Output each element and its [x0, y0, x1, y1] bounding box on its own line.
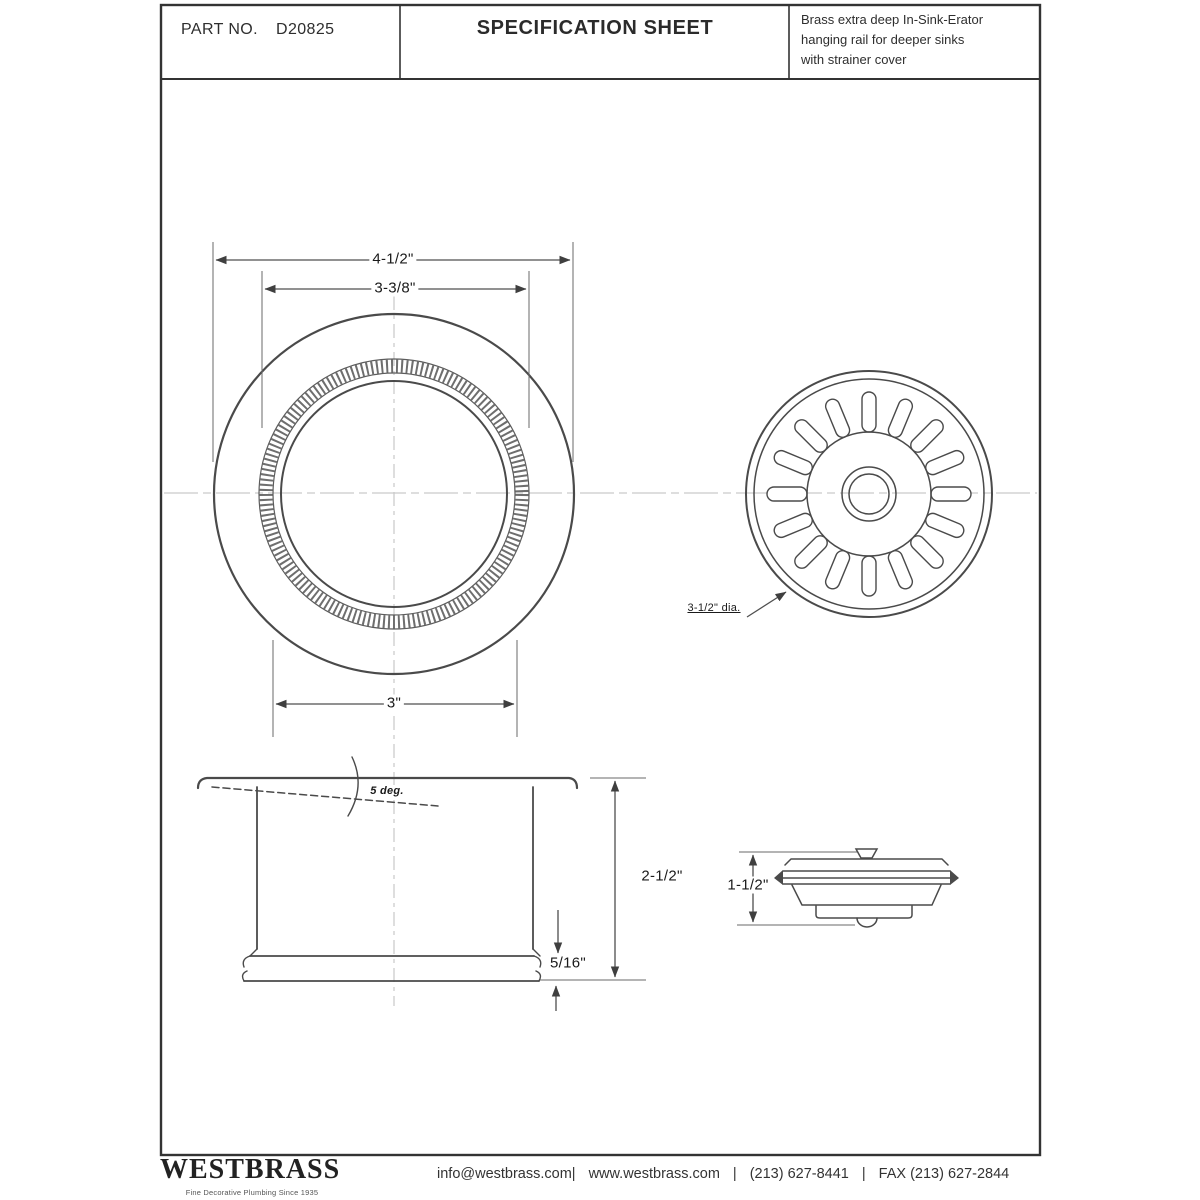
top-knob [856, 849, 877, 858]
dim-label-strainer-height: 1-1/2" [724, 877, 771, 894]
rim-band [780, 871, 954, 884]
extension-lines [213, 242, 858, 980]
footer-contact [437, 1166, 1009, 1182]
dim-label-body-depth: 2-1/2" [638, 868, 685, 885]
dim-label-strainer-dia: 3-1/2" dia. [684, 602, 743, 614]
part-number-value: D20825 [276, 21, 335, 38]
page-title: SPECIFICATION SHEET [476, 17, 714, 39]
description-line: with strainer cover [801, 52, 907, 67]
contact-separator: | [732, 1166, 737, 1182]
contact-email: info@westbrass.com| [437, 1166, 576, 1182]
brand-logo: WESTBRASS [160, 1154, 341, 1185]
brand-tagline: Fine Decorative Plumbing Since 1935 [185, 1188, 319, 1197]
basket-outline [816, 906, 912, 918]
description-line: hanging rail for deeper sinks [801, 32, 965, 47]
product-description [801, 10, 1033, 70]
part-number-label: PART NO. [181, 21, 258, 38]
angle-arc [348, 757, 358, 816]
contact-separator: | [861, 1166, 866, 1182]
contact-website: www.westbrass.com [588, 1166, 720, 1182]
dim-label-thread-od: 3-3/8" [371, 280, 418, 297]
strainer-slots [767, 392, 971, 596]
strainer-dia-leader [747, 592, 786, 617]
dim-label-taper-angle: 5 deg. [370, 785, 404, 797]
contact-phone: (213) 627-8441 [749, 1166, 849, 1182]
bottom-knob [857, 918, 877, 927]
dim-label-opening: 3" [384, 695, 404, 712]
description-line: Brass extra deep In-Sink-Erator [801, 12, 984, 27]
dim-label-flange-od: 4-1/2" [369, 251, 416, 268]
strainer-top-view [746, 371, 992, 617]
dimension-lines [216, 260, 786, 1011]
dome-line [785, 859, 948, 865]
part-number-cell [181, 21, 334, 39]
body-outline [792, 885, 941, 905]
dim-label-bead-height: 5/16" [547, 955, 589, 972]
contact-fax: FAX (213) 627-2844 [878, 1166, 1010, 1182]
strainer-side-view [774, 849, 959, 927]
